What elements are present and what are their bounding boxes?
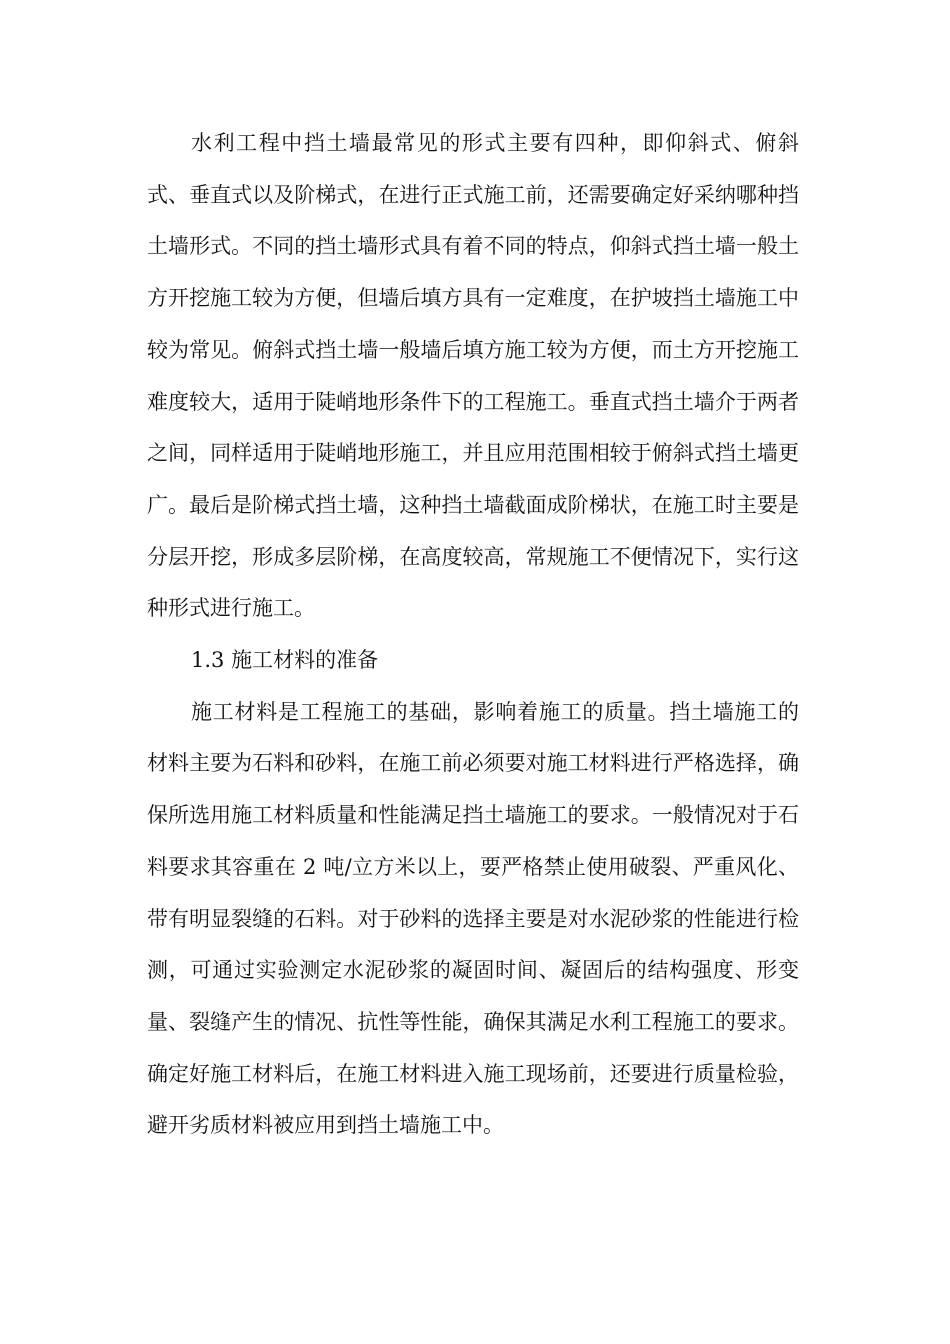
paragraph-retaining-wall-forms: 水利工程中挡土墙最常见的形式主要有四种，即仰斜式、俯斜式、垂直式以及阶梯式，在进行正式施工前，还需要确定好采纳哪种挡土墙形式。不同的挡土墙形式具有着不同的特点，仰斜式挡土墙一般土方开挖施工较为方便，但墙后填方具有一定难度，在护坡挡土墙施工中较为常见。俯斜式挡土墙一般墙后填方施工较为方便，而土方开挖施工难度较大，适用于陡峭地形条件下的工程施工。垂直式挡土墙介于两者之间，同样适用于陡峭地形施工，并且应用范围相较于俯斜式挡土墙更广。最后是阶梯式挡土墙，这种挡土墙截面成阶梯状，在施工时主要是分层开挖，形成多层阶梯，在高度较高，常规施工不便情况下，实行这种形式进行施工。 <box>147 131 799 621</box>
document-body <box>147 118 799 1152</box>
section-heading-materials: 1.3 施工材料的准备 <box>191 648 379 673</box>
paragraph-construction-materials: 施工材料是工程施工的基础，影响着施工的质量。挡土墙施工的材料主要为石料和砂料，在施工前必须要对施工材料进行严格选择，确保所选用施工材料质量和性能满足挡土墙施工的要求。一般情况对于石料要求其容重在 2 吨/立方米以上，要严格禁止使用破裂、严重风化、带有明显裂缝的石料。对于砂料的选择主要是对水泥砂浆的性能进行检测，可通过实验测定水泥砂浆的凝固时间、凝固后的结构强度、形变量、裂缝产生的情况、抗性等性能，确保其满足水利工程施工的要求。确定好施工材料后，在施工材料进入施工现场前，还要进行质量检验，避开劣质材料被应用到挡土墙施工中。 <box>147 699 799 1138</box>
